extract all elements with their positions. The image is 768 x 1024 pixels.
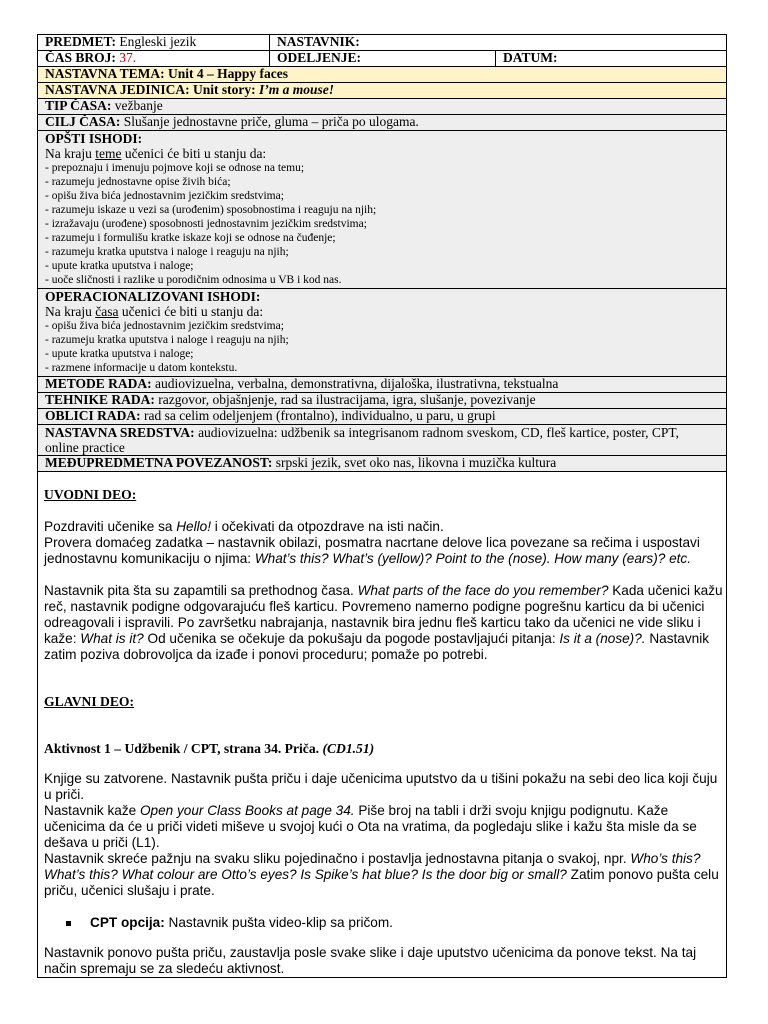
tehnike-cell: [38, 393, 726, 408]
uvod-paragraph-2: [44, 535, 724, 567]
row-oblici: [38, 409, 726, 425]
uvod-p3-b: What parts of the face do you remember?: [357, 583, 609, 598]
oper-item: - upute kratka uputstva i naloge;: [45, 348, 194, 360]
uvodni-title: UVODNI DEO:: [44, 487, 137, 502]
cpt-option-bullet: [44, 915, 724, 931]
opsti-block: [38, 131, 726, 287]
operacionalizovani-block: [38, 289, 726, 375]
povezanost-cell: [38, 456, 726, 471]
oper-item: - opišu živa bića jednostavnim jezičkim sredstvima;: [45, 320, 284, 332]
tema-label: NASTAVNA TEMA:: [45, 67, 165, 81]
cas-broj-label: ČAS BROJ:: [45, 51, 116, 65]
uvod-p3-f: Is it a (nose)?.: [559, 631, 646, 646]
uvod-paragraph-1: [44, 519, 724, 535]
metode-value: audiovizuelna, verbalna, demonstrativna, dijaloška, ilustrativna, tekstualna: [155, 377, 559, 391]
povezanost-value: srpski jezik, svet oko nas, likovna i muzička kultura: [275, 456, 557, 470]
glavni-title: GLAVNI DEO:: [44, 694, 135, 709]
akt-paragraph-2: [44, 803, 724, 851]
uvod-p3-a: Nastavnik pita šta su zapamtili sa prethodnog časa.: [44, 583, 358, 598]
uvod-p3-d: What is it?: [80, 631, 144, 646]
aktivnost-1-title: [44, 741, 724, 757]
tema-cell: [38, 67, 726, 82]
opsti-intro-pre: Na kraju: [45, 146, 92, 161]
akt1-a: Aktivnost 1 – Udžbenik / CPT, strana 34. Priča.: [44, 741, 323, 756]
oper-item: - razmene informacije u datom kontekstu.: [45, 362, 238, 374]
akt-p2-c: Piše broj na tabli i drži svoju knjigu podignutu. Kaže učenicima da će u priči videti miševe u svojoj kući o Ota na vratima, da pogledaju slike i kažu šta misle da se dešava u priči (L1).: [44, 803, 697, 850]
opsti-intro-u: teme: [95, 146, 122, 161]
oblici-label: OBLICI RADA:: [45, 409, 141, 423]
akt-p2-b: Open your Class Books at page 34.: [139, 803, 355, 818]
opsti-item: - opišu živa bića jednostavnim jezičkim sredstvima;: [45, 190, 284, 202]
uvod-p2-b: What’s this? What’s (yellow)? Point to the (nose). How many (ears)? etc.: [254, 551, 692, 566]
cas-broj-value: 37.: [119, 51, 137, 65]
opsti-intro: [45, 146, 726, 161]
oblici-cell: [38, 409, 726, 424]
cpt-label: CPT opcija:: [90, 915, 165, 930]
tema-value: Unit 4 – Happy faces: [168, 67, 289, 81]
row-cas-broj: [38, 51, 726, 67]
row-tema: [38, 67, 726, 83]
jedinica-label: NASTAVNA JEDINICA:: [45, 83, 190, 97]
operacionalizovani-title: OPERACIONALIZOVANI ISHODI:: [45, 289, 261, 304]
akt-p2-f: Zatim ponovo pušta celu priču, učenici slušaju i prate.: [44, 867, 719, 898]
odeljenje-label: ODELJENJE:: [277, 51, 362, 65]
opsti-item: - upute kratka uputstva i naloge;: [45, 260, 194, 272]
datum-label: DATUM:: [503, 51, 558, 65]
datum-cell: [496, 51, 726, 66]
uvod-p1-c: i očekivati da otpozdrave na isti način.: [211, 519, 444, 534]
predmet-label: PREDMET:: [45, 35, 116, 49]
akt-p2-a: Nastavnik kaže: [44, 803, 140, 818]
row-sredstva: [38, 425, 726, 456]
operacionalizovani-intro: [45, 304, 726, 319]
nastavnik-label: NASTAVNIK:: [277, 35, 360, 49]
nastavnik-cell: [270, 35, 726, 50]
cilj-cell: [38, 115, 726, 130]
metode-label: METODE RADA:: [45, 377, 152, 391]
oblici-value: rad sa celim odeljenjem (frontalno), individualno, u paru, u grupi: [144, 409, 496, 423]
tip-label: TIP ČASA:: [45, 99, 112, 113]
odeljenje-cell: [270, 51, 496, 66]
jedinica-title: I’m a mouse!: [259, 83, 335, 97]
lesson-body: [44, 487, 724, 977]
oper-item: - razumeju kratka uputstva i naloge i reaguju na njih;: [45, 334, 289, 346]
akt-paragraph-3: [44, 851, 724, 899]
tip-cell: [38, 99, 726, 114]
row-predmet: [38, 35, 726, 51]
uvod-p3-e: Od učenika se očekuje da pokušaju da pogode postavljajući pitanja:: [143, 631, 560, 646]
opsti-item: - izražavaju (urođene) sposobnosti jednostavnim jezičkim sredstvima;: [45, 218, 367, 230]
opsti-intro-post: učenici će biti u stanju da:: [124, 146, 267, 161]
akt-p2-e: Who’s this? What’s this? What colour are Otto’s eyes? Is Spike’s hat blue? Is the door big or small?: [44, 851, 701, 882]
sredstva-line-1: [45, 425, 726, 440]
row-cilj: [38, 115, 726, 131]
predmet-cell: [38, 35, 270, 50]
bullet-square-icon: [66, 921, 71, 926]
akt1-b: (CD1.51): [322, 741, 375, 756]
jedinica-cell: [38, 83, 726, 98]
sredstva-value-2: online practice: [45, 440, 125, 455]
uvod-p1-b: Hello!: [176, 519, 211, 534]
opsti-item: - razumeju kratka uputstva i naloge i reaguju na njih;: [45, 246, 289, 258]
cas-broj-cell: [38, 51, 270, 66]
uvod-p2-a: Provera domaćeg zadatka – nastavnik obilazi, posmatra nacrtane delove lica povezane sa rečima i uspostavi jednostavnu komunikaciju o njima:: [44, 535, 700, 566]
sredstva-label: NASTAVNA SREDSTVA:: [45, 425, 195, 440]
row-jedinica: [38, 83, 726, 99]
tip-value: vežbanje: [114, 99, 163, 113]
uvod-p3-c: Kada učenici kažu reč, nastavnik podigne odgovarajuću fleš karticu. Povremeno namerno podigne pogrešnu karticu da bi učenici odreagovali i ispravili. Po završetku nabrajanja, nastavnik bira jednu fleš karticu tako da učenici ne vide sliku i kaže:: [44, 583, 723, 646]
row-metode: [38, 377, 726, 393]
predmet-value: Engleski jezik: [119, 35, 197, 49]
opsti-title: OPŠTI ISHODI:: [45, 131, 143, 146]
sredstva-block: [38, 425, 726, 455]
oper-intro-pre: Na kraju: [45, 304, 92, 319]
jedinica-value: Unit story:: [193, 83, 256, 97]
row-tip: [38, 99, 726, 115]
uvod-p1-a: Pozdraviti učenike sa: [44, 519, 177, 534]
tehnike-label: TEHNIKE RADA:: [45, 393, 155, 407]
opsti-item: - razumeju i formulišu kratke iskaze koji se odnose na čuđenje;: [45, 232, 336, 244]
cilj-label: CILJ ČASA:: [45, 115, 121, 129]
akt-paragraph-1: Knjige su zatvorene. Nastavnik pušta priču i daje učenicima uputstvo da u tišini pokažu na sebi deo lica koji čuju u priči.: [44, 771, 718, 802]
sredstva-value-1: audiovizuelna: udžbenik sa integrisanom radnom sveskom, CD, fleš kartice, poster, CPT,: [198, 425, 680, 440]
akt-paragraph-4: Nastavnik ponovo pušta priču, zaustavlja posle svake slike i daje uputstvo učenicima da ponove tekst. Na taj način spremaju se za sledeću aktivnost.: [44, 945, 697, 976]
opsti-item: - razumeju iskaze u vezi sa (urođenim) sposobnostima i reaguju na njih;: [45, 204, 377, 216]
opsti-item: - razumeju jednostavne opise živih bića;: [45, 176, 231, 188]
oper-intro-post: učenici će biti u stanju da:: [121, 304, 264, 319]
row-opsti-ishodi: [38, 131, 726, 289]
opsti-item: - prepoznaju i imenuju pojmove koji se odnose na temu;: [45, 162, 305, 174]
akt-p2-d: Nastavnik skreće pažnju na svaku sliku pojedinačno i postavlja jednostavna pitanja o svakoj, npr.: [44, 851, 631, 866]
row-tehnike: [38, 393, 726, 409]
metode-cell: [38, 377, 726, 392]
opsti-item: - uoče sličnosti i razlike u porodičnim odnosima u VB i kod nas.: [45, 274, 342, 286]
cilj-value: Slušanje jednostavne priče, gluma – priča po ulogama.: [123, 115, 419, 129]
tehnike-value: razgovor, objašnjenje, rad sa ilustracijama, igra, slušanje, povezivanje: [158, 393, 536, 407]
oper-intro-u: časa: [95, 304, 119, 319]
cpt-text: Nastavnik pušta video-klip sa pričom.: [164, 915, 393, 930]
row-operacionalizovani: [38, 289, 726, 377]
row-povezanost: [38, 456, 726, 472]
uvod-paragraph-3: [44, 583, 724, 663]
povezanost-label: MEĐUPREDMETNA POVEZANOST:: [45, 456, 273, 470]
uvod-p3-g: Nastavnik zatim poziva dobrovoljca da izađe i ponovi proceduru; pomaže po potrebi.: [44, 631, 710, 662]
